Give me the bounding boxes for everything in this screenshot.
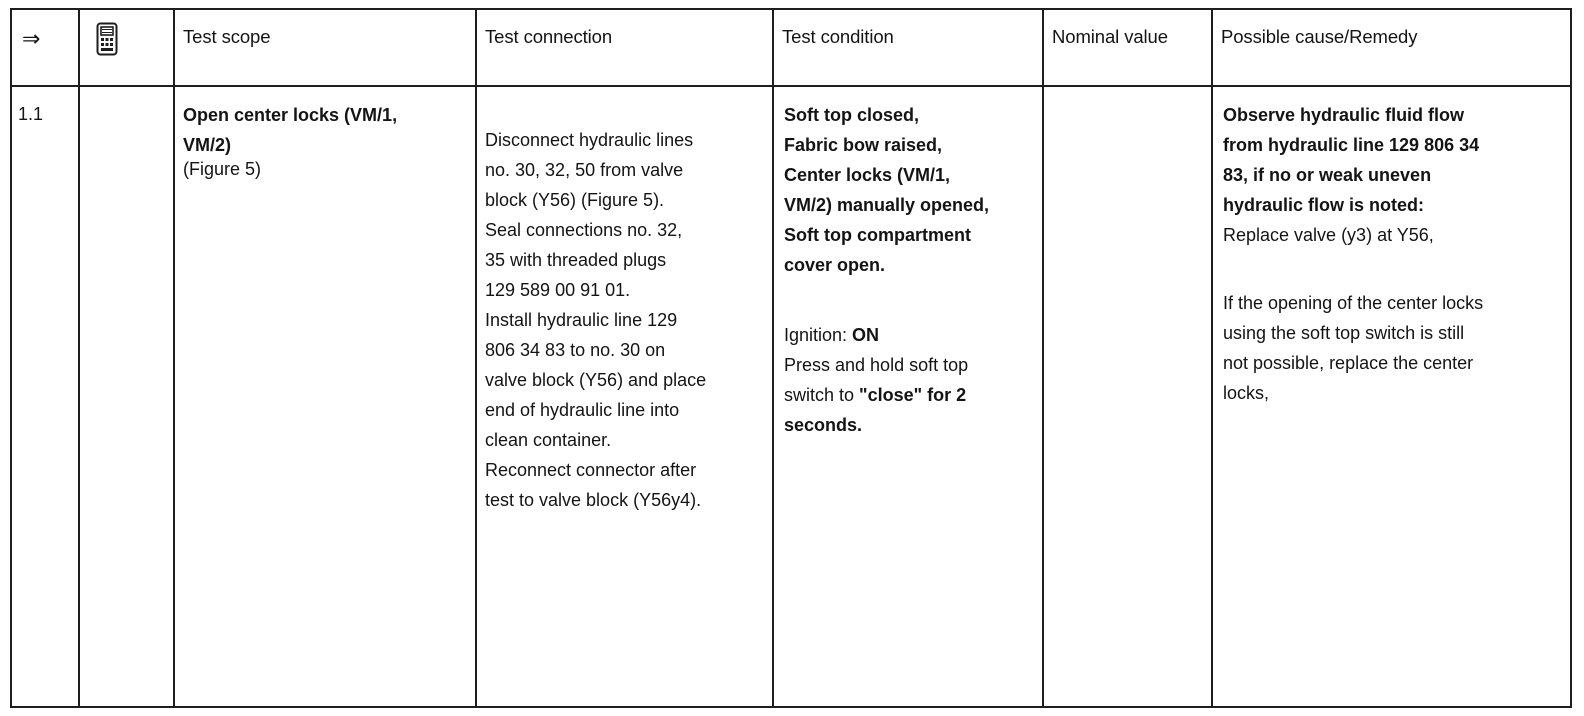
connection-line: Disconnect hydraulic lines <box>485 130 694 150</box>
connection-line: 35 with threaded plugs <box>485 250 667 270</box>
row-icon-cell <box>79 86 174 707</box>
condition-spacer <box>784 280 1036 310</box>
tester-device-icon-graphic <box>96 22 118 56</box>
followup-line: using the soft top switch is still <box>1223 323 1465 343</box>
ignition-value: ON <box>852 325 880 345</box>
scope-figure-ref: (Figure 5) <box>183 159 262 179</box>
connection-line: end of hydraulic line into <box>485 400 680 420</box>
connection-line: 806 34 83 to no. 30 on <box>485 340 666 360</box>
nominal-value-cell <box>1043 86 1212 707</box>
tester-device-icon <box>79 9 174 86</box>
switch-value: "close" for 2 <box>859 385 967 405</box>
row-number: 1.1 <box>11 86 79 707</box>
header-row <box>11 9 1571 86</box>
ignition-line <box>784 320 1036 350</box>
condition-line: Fabric bow raised, <box>784 135 943 155</box>
condition-line: Center locks (VM/1, <box>784 165 951 185</box>
cause-line: hydraulic flow is noted: <box>1223 195 1425 215</box>
cause-remedy-line: Replace valve (y3) at Y56, <box>1223 225 1434 245</box>
scope-title-line-1: Open center locks (VM/1, <box>183 105 398 125</box>
scope-title-line-2: VM/2) <box>183 135 232 155</box>
switch-prefix: switch to <box>784 385 860 405</box>
followup-line: locks, <box>1223 383 1270 403</box>
connection-line: Seal connections no. 32, <box>485 220 683 240</box>
connection-line: clean container. <box>485 430 612 450</box>
seconds-line: seconds. <box>784 415 863 435</box>
switch-line <box>784 380 1036 410</box>
connection-line: valve block (Y56) and place <box>485 370 707 390</box>
connection-line: block (Y56) (Figure 5). <box>485 190 665 210</box>
press-hold-line: Press and hold soft top <box>784 355 969 375</box>
header-test-scope: Test scope <box>174 9 476 86</box>
cause-line: Observe hydraulic fluid flow <box>1223 105 1465 125</box>
connection-line: no. 30, 32, 50 from valve <box>485 160 684 180</box>
header-nominal-value: Nominal value <box>1043 9 1212 86</box>
cause-line: from hydraulic line 129 806 34 <box>1223 135 1480 155</box>
header-test-condition: Test condition <box>773 9 1043 86</box>
condition-line: VM/2) manually opened, <box>784 195 990 215</box>
connection-line: Reconnect connector after <box>485 460 697 480</box>
cause-line: 83, if no or weak uneven <box>1223 165 1432 185</box>
followup-line: not possible, replace the center <box>1223 353 1474 373</box>
possible-cause-cell <box>1212 86 1571 707</box>
followup-line: If the opening of the center locks <box>1223 293 1484 313</box>
connection-line: 129 589 00 91 01. <box>485 280 631 300</box>
connection-line: Install hydraulic line 129 <box>485 310 678 330</box>
test-scope-cell <box>174 86 476 707</box>
header-test-connection: Test connection <box>476 9 773 86</box>
connection-line: test to valve block (Y56y4). <box>485 490 702 510</box>
header-possible-cause: Possible cause/Remedy <box>1212 9 1571 86</box>
cause-spacer <box>1223 250 1562 280</box>
test-table <box>10 8 1572 708</box>
table-row <box>11 86 1571 707</box>
condition-line: cover open. <box>784 255 886 275</box>
ignition-label: Ignition: <box>784 325 853 345</box>
condition-line: Soft top closed, <box>784 105 919 125</box>
condition-line: Soft top compartment <box>784 225 971 245</box>
arrow-icon: ⇒ <box>11 9 79 86</box>
test-connection-cell <box>476 86 773 707</box>
test-condition-cell <box>773 86 1043 707</box>
